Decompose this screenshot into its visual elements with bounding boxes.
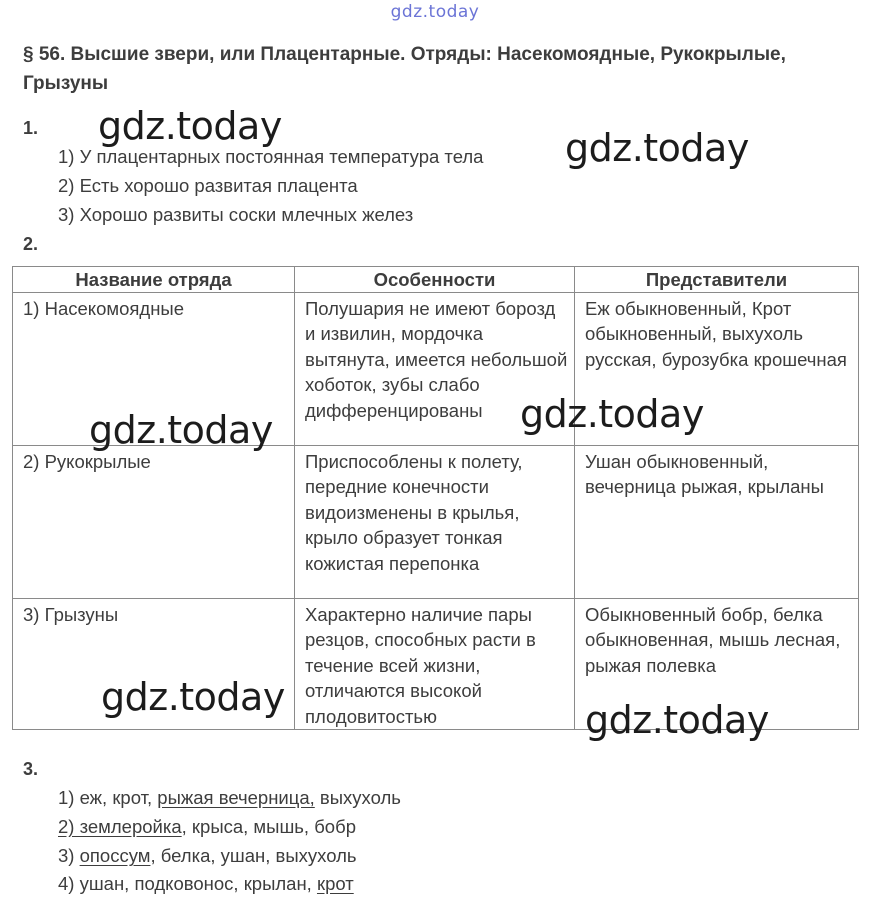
watermark: gdz.today	[520, 392, 704, 436]
answer-text: , крыса, мышь, бобр	[181, 816, 356, 837]
question-2-number: 2.	[23, 234, 39, 254]
watermark-top: gdz.today	[390, 2, 480, 22]
column-header-examples: Представители	[575, 267, 859, 293]
answer-text: 3)	[58, 845, 80, 866]
answer-text: 1) еж, крот,	[58, 787, 158, 808]
table-cell-order-name: 1) Насекомоядные	[13, 293, 295, 446]
table-row	[13, 599, 859, 730]
table-cell-examples: Ушан обыкновенный, вечерница рыжая, крыланы	[575, 446, 859, 599]
question-3-line-2	[58, 816, 356, 838]
table-row	[13, 293, 859, 446]
underlined-answer: рыжая вечерница,	[157, 787, 315, 808]
orders-table	[12, 266, 859, 730]
answer-text: , белка, ушан, выхухоль	[150, 845, 357, 866]
watermark: gdz.today	[585, 698, 769, 742]
question-3-line-3	[58, 845, 357, 867]
question-1-line-2: 2) Есть хорошо развитая плацента	[58, 175, 358, 196]
table-cell-features: Приспособлены к полету, передние конечности видоизменены в крылья, крыло образует тонкая кожистая перепонка	[295, 446, 575, 599]
question-3-line-1	[58, 787, 401, 809]
watermark: gdz.today	[565, 126, 749, 170]
table-cell-features: Полушария не имеют борозд и извилин, мордочка вытянута, имеется небольшой хоботок, зубы слабо дифференцированы	[295, 293, 575, 446]
watermark: gdz.today	[89, 408, 273, 452]
table-cell-order-name: 3) Грызуны	[13, 599, 295, 730]
underlined-answer: опоссум	[79, 845, 151, 866]
question-1-line-3: 3) Хорошо развиты соски млечных желез	[58, 204, 414, 225]
answer-text: выхухоль	[314, 787, 401, 808]
table-cell-features: Характерно наличие пары резцов, способных расти в течение всей жизни, отличаются высокой плодовитостью	[295, 599, 575, 730]
column-header-order-name: Название отряда	[13, 267, 295, 293]
table-cell-order-name: 2) Рукокрылые	[13, 446, 295, 599]
column-header-features: Особенности	[295, 267, 575, 293]
table-cell-examples: Обыкновенный бобр, белка обыкновенная, мышь лесная, рыжая полевка	[575, 599, 859, 730]
table-row	[13, 446, 859, 599]
table-header-row	[13, 267, 859, 293]
question-3-line-4	[58, 873, 354, 895]
answer-text: 4) ушан, подковонос, крылан,	[58, 873, 317, 894]
question-1-number: 1.	[23, 118, 39, 138]
underlined-answer: крот	[316, 873, 354, 894]
underlined-answer: 2) землеройка	[58, 816, 182, 837]
watermark: gdz.today	[101, 675, 285, 719]
question-1-line-1: 1) У плацентарных постоянная температура тела	[58, 146, 484, 167]
watermark: gdz.today	[98, 104, 282, 148]
question-3-number: 3.	[23, 759, 39, 779]
table-cell-examples: Еж обыкновенный, Крот обыкновенный, выхухоль русская, бурозубка крошечная	[575, 293, 859, 446]
section-title: § 56. Высшие звери, или Плацентарные. Отряды: Насекомоядные, Рукокрылые, Грызуны	[23, 44, 786, 94]
